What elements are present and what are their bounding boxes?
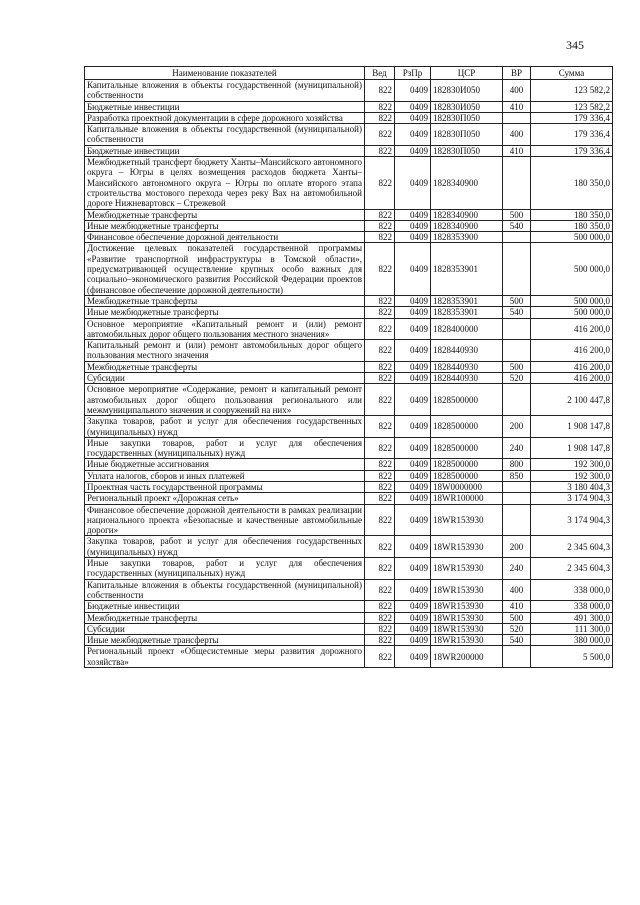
row-name: Межбюджетные трансферты [85,361,365,372]
row-vr: 540 [503,220,531,231]
row-vr [503,493,531,504]
row-rzpr: 0409 [395,437,431,459]
row-sum: 2 345 604,3 [531,558,613,580]
row-csr: 1828500000 [431,416,503,438]
row-ved: 822 [365,601,395,612]
row-name: Капитальный ремонт и (или) ремонт автомобильных дорог общего пользования местного значения [85,340,365,362]
row-sum: 179 336,4 [531,124,613,146]
row-sum: 416 200,0 [531,361,613,372]
row-rzpr: 0409 [395,536,431,558]
row-csr: 1828353901 [431,243,503,295]
row-name: Финансовое обеспечение дорожной деятельности в рамках реализации национального проекта «Безопасные и качественные автомобильные дороги» [85,504,365,536]
header-rzpr: РзПр [395,67,431,80]
row-vr [503,157,531,209]
row-sum: 5 500,0 [531,646,613,668]
row-csr: 18WR153930 [431,623,503,634]
table-row [85,470,613,481]
row-csr: 18WR200000 [431,646,503,668]
row-rzpr: 0409 [395,384,431,416]
row-vr: 850 [503,470,531,481]
row-ved: 822 [365,612,395,623]
row-vr: 500 [503,209,531,220]
row-rzpr: 0409 [395,373,431,384]
row-ved: 822 [365,112,395,123]
row-rzpr: 0409 [395,145,431,156]
row-ved: 822 [365,295,395,306]
row-vr: 410 [503,601,531,612]
row-name: Основное мероприятие «Капитальный ремонт и (или) ремонт автомобильных дорог общего пользования местного значения» [85,318,365,340]
row-sum: 179 336,4 [531,112,613,123]
row-rzpr: 0409 [395,635,431,646]
row-ved: 822 [365,470,395,481]
row-csr: 18WR153930 [431,504,503,536]
row-sum: 192 300,0 [531,459,613,470]
page-number: 345 [566,38,584,52]
row-csr: 18WR100000 [431,493,503,504]
row-csr: 18WR153930 [431,579,503,601]
table-row [85,220,613,231]
row-ved: 822 [365,232,395,243]
row-sum: 2 100 447,8 [531,384,613,416]
row-name: Капитальные вложения в объекты государственной (муниципальной) собственности [85,124,365,146]
table-row [85,295,613,306]
row-csr: 1828353901 [431,295,503,306]
row-sum: 179 336,4 [531,145,613,156]
row-name: Бюджетные инвестиции [85,601,365,612]
budget-table [84,66,613,668]
row-sum: 3 174 904,3 [531,504,613,536]
row-vr [503,646,531,668]
row-rzpr: 0409 [395,361,431,372]
row-name: Закупка товаров, работ и услуг для обеспечения государственных (муниципальных) нужд [85,416,365,438]
row-vr [503,318,531,340]
row-name: Закупка товаров, работ и услуг для обеспечения государственных (муниципальных) нужд [85,536,365,558]
row-ved: 822 [365,493,395,504]
row-name: Межбюджетные трансферты [85,209,365,220]
row-ved: 822 [365,635,395,646]
row-vr: 400 [503,124,531,146]
table-row [85,373,613,384]
row-name: Региональный проект «Дорожная сеть» [85,493,365,504]
row-rzpr: 0409 [395,623,431,634]
row-sum: 111 300,0 [531,623,613,634]
row-csr: 182830П050 [431,112,503,123]
row-ved: 822 [365,437,395,459]
row-rzpr: 0409 [395,80,431,102]
row-csr: 1828500000 [431,384,503,416]
row-csr: 1828353901 [431,307,503,318]
row-name: Региональный проект «Общесистемные меры развития дорожного хозяйства» [85,646,365,668]
row-csr: 18W0000000 [431,481,503,492]
row-sum: 3 174 904,3 [531,493,613,504]
table-row [85,112,613,123]
row-csr: 18WR153930 [431,601,503,612]
row-vr: 400 [503,80,531,102]
row-vr: 540 [503,307,531,318]
row-ved: 822 [365,623,395,634]
table-row [85,504,613,536]
row-rzpr: 0409 [395,101,431,112]
row-sum: 416 200,0 [531,373,613,384]
row-vr: 410 [503,101,531,112]
row-sum: 3 180 404,3 [531,481,613,492]
row-rzpr: 0409 [395,318,431,340]
row-ved: 822 [365,558,395,580]
row-name: Иные межбюджетные трансферты [85,635,365,646]
row-csr: 1828340900 [431,220,503,231]
row-name: Финансовое обеспечение дорожной деятельности [85,232,365,243]
row-name: Субсидии [85,623,365,634]
table-row [85,307,613,318]
row-ved: 822 [365,209,395,220]
row-sum: 500 000,0 [531,295,613,306]
table-row [85,157,613,209]
row-vr [503,232,531,243]
row-sum: 180 350,0 [531,209,613,220]
row-sum: 500 000,0 [531,307,613,318]
table-row [85,243,613,295]
row-vr: 800 [503,459,531,470]
row-vr [503,243,531,295]
row-rzpr: 0409 [395,558,431,580]
row-sum: 338 000,0 [531,579,613,601]
row-csr: 18WR153930 [431,612,503,623]
row-ved: 822 [365,124,395,146]
row-name: Бюджетные инвестиции [85,145,365,156]
table-row [85,612,613,623]
row-csr: 1828500000 [431,470,503,481]
row-name: Проектная часть государственной программы [85,481,365,492]
row-sum: 500 000,0 [531,243,613,295]
row-vr: 500 [503,295,531,306]
row-rzpr: 0409 [395,579,431,601]
row-name: Разработка проектной документации в сфере дорожного хозяйства [85,112,365,123]
row-ved: 822 [365,157,395,209]
row-name: Иные бюджетные ассигнования [85,459,365,470]
row-rzpr: 0409 [395,209,431,220]
row-ved: 822 [365,416,395,438]
row-sum: 500 000,0 [531,232,613,243]
row-csr: 1828440930 [431,373,503,384]
row-sum: 123 582,2 [531,101,613,112]
row-rzpr: 0409 [395,232,431,243]
row-name: Бюджетные инвестиции [85,101,365,112]
row-csr: 18WR153930 [431,558,503,580]
table-body [85,80,613,668]
row-vr: 400 [503,579,531,601]
row-sum: 192 300,0 [531,470,613,481]
row-csr: 1828440930 [431,361,503,372]
row-sum: 491 300,0 [531,612,613,623]
row-ved: 822 [365,340,395,362]
row-vr: 200 [503,536,531,558]
row-rzpr: 0409 [395,124,431,146]
row-sum: 1 908 147,8 [531,437,613,459]
row-rzpr: 0409 [395,307,431,318]
row-vr [503,504,531,536]
row-sum: 123 582,2 [531,80,613,102]
row-csr: 182830П050 [431,124,503,146]
row-sum: 180 350,0 [531,220,613,231]
table-row [85,145,613,156]
row-name: Межбюджетные трансферты [85,612,365,623]
row-csr: 1828500000 [431,437,503,459]
row-rzpr: 0409 [395,112,431,123]
table-row [85,623,613,634]
row-csr: 18WR153930 [431,635,503,646]
row-csr: 1828400000 [431,318,503,340]
row-name: Субсидии [85,373,365,384]
table-row [85,646,613,668]
header-ved: Вед [365,67,395,80]
table-row [85,437,613,459]
row-ved: 822 [365,80,395,102]
row-csr: 182830П050 [431,145,503,156]
row-ved: 822 [365,504,395,536]
table-row [85,361,613,372]
row-name: Иные межбюджетные трансферты [85,220,365,231]
row-csr: 182830И050 [431,101,503,112]
table-row [85,124,613,146]
row-rzpr: 0409 [395,459,431,470]
row-csr: 1828500000 [431,459,503,470]
row-csr: 18WR153930 [431,536,503,558]
row-ved: 822 [365,536,395,558]
row-vr [503,112,531,123]
row-vr: 240 [503,558,531,580]
row-csr: 1828440930 [431,340,503,362]
row-sum: 416 200,0 [531,340,613,362]
row-rzpr: 0409 [395,481,431,492]
row-rzpr: 0409 [395,612,431,623]
row-vr: 520 [503,623,531,634]
row-ved: 822 [365,373,395,384]
row-ved: 822 [365,459,395,470]
row-csr: 1828340900 [431,157,503,209]
row-name: Капитальные вложения в объекты государственной (муниципальной) собственности [85,579,365,601]
table-row [85,209,613,220]
row-vr [503,481,531,492]
table-row [85,459,613,470]
row-ved: 822 [365,361,395,372]
row-ved: 822 [365,384,395,416]
table-row [85,384,613,416]
row-ved: 822 [365,145,395,156]
row-name: Иные закупки товаров, работ и услуг для обеспечения государственных (муниципальных) нужд [85,558,365,580]
row-csr: 182830И050 [431,80,503,102]
row-rzpr: 0409 [395,220,431,231]
row-rzpr: 0409 [395,493,431,504]
row-sum: 2 345 604,3 [531,536,613,558]
table-row [85,232,613,243]
row-csr: 1828340900 [431,209,503,220]
table-row [85,601,613,612]
row-name: Межбюджетный трансферт бюджету Ханты–Мансийского автономного округа – Югры в целях возмещения расходов бюджета Ханты–Мансийского автономного округа – Югры по оплате второго этапа строительства мостового перехода через реку Вах на автомобильной дороге Нижневартовск – Стрежевой [85,157,365,209]
table-row [85,536,613,558]
row-ved: 822 [365,243,395,295]
row-name: Уплата налогов, сборов и иных платежей [85,470,365,481]
row-name: Достижение целевых показателей государственной программы «Развитие транспортной инфраструктуры в Томской области», предусматривающей осуществление крупных особо важных для социально–экономического развития Российской Федерации проектов (финансовое обеспечение дорожной деятельности) [85,243,365,295]
table-row [85,101,613,112]
table-row [85,481,613,492]
row-name: Иные закупки товаров, работ и услуг для обеспечения государственных (муниципальных) нужд [85,437,365,459]
row-rzpr: 0409 [395,646,431,668]
row-rzpr: 0409 [395,601,431,612]
table-row [85,558,613,580]
row-ved: 822 [365,481,395,492]
row-sum: 338 000,0 [531,601,613,612]
row-sum: 380 000,0 [531,635,613,646]
header-vr: ВР [503,67,531,80]
row-vr: 200 [503,416,531,438]
header-sum: Сумма [531,67,613,80]
row-rzpr: 0409 [395,416,431,438]
row-rzpr: 0409 [395,470,431,481]
row-rzpr: 0409 [395,157,431,209]
table-row [85,635,613,646]
row-vr: 540 [503,635,531,646]
row-vr: 240 [503,437,531,459]
row-sum: 180 350,0 [531,157,613,209]
row-vr [503,340,531,362]
row-vr: 520 [503,373,531,384]
row-vr [503,384,531,416]
table-row [85,80,613,102]
row-ved: 822 [365,307,395,318]
row-ved: 822 [365,101,395,112]
row-vr: 410 [503,145,531,156]
header-name: Наименование показателей [85,67,365,80]
row-csr: 1828353900 [431,232,503,243]
row-vr: 500 [503,612,531,623]
row-sum: 1 908 147,8 [531,416,613,438]
row-name: Капитальные вложения в объекты государственной (муниципальной) собственности [85,80,365,102]
row-ved: 822 [365,318,395,340]
row-name: Иные межбюджетные трансферты [85,307,365,318]
row-rzpr: 0409 [395,340,431,362]
row-rzpr: 0409 [395,295,431,306]
table-row [85,340,613,362]
table-row [85,416,613,438]
row-ved: 822 [365,220,395,231]
row-ved: 822 [365,646,395,668]
row-name: Межбюджетные трансферты [85,295,365,306]
table-header-row [85,67,613,80]
row-ved: 822 [365,579,395,601]
row-rzpr: 0409 [395,243,431,295]
row-vr: 500 [503,361,531,372]
header-csr: ЦСР [431,67,503,80]
row-rzpr: 0409 [395,504,431,536]
row-sum: 416 200,0 [531,318,613,340]
table-row [85,318,613,340]
row-name: Основное мероприятие «Содержание, ремонт и капитальный ремонт автомобильных дорог общего пользования регионального или межмуниципального значения и сооружений на них» [85,384,365,416]
table-row [85,579,613,601]
table-row [85,493,613,504]
